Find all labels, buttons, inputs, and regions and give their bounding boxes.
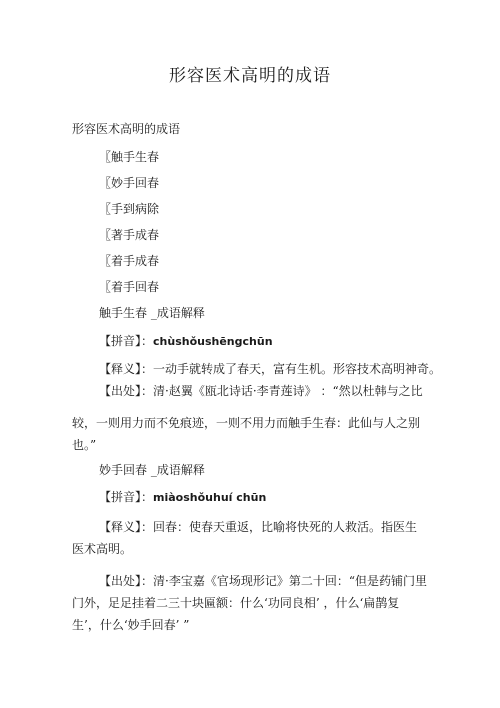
- entry2-meaning: 医术高明。: [72, 542, 133, 556]
- entry2-meaning: 【释义】：回春：使春天重返，比喻将快死的人救活。指医生: [99, 520, 418, 534]
- idiom-item: 〖手到病除: [99, 202, 160, 216]
- entry2-heading: 妙手回春 _成语解释: [99, 463, 205, 477]
- entry2-pinyin-row: [99, 490, 266, 505]
- entry1-meaning: 【释义】：一动手就转成了春天，富有生机。形容技术高明神奇。: [99, 362, 442, 376]
- entry2-source: 生’，什么‘妙手回春’ ”: [72, 618, 190, 632]
- idiom-item: 〖触手生春: [99, 150, 160, 164]
- idiom-item: 〖着手成春: [99, 254, 160, 268]
- entry2-source: 【出处】：清·李宝嘉《官场现形记》第二十回：“但是药铺门里: [99, 574, 427, 588]
- idiom-item: 〖妙手回春: [99, 176, 160, 190]
- entry1-source: 较，一则用力而不免痕迹，一则不用力而触手生春：此仙与人之别: [72, 416, 421, 430]
- entry1-heading: 触手生春 _成语解释: [99, 306, 205, 320]
- pinyin-label: 【拼音】：: [99, 334, 154, 348]
- pinyin-value: miàoshǒuhuí chūn: [153, 491, 267, 504]
- entry2-source: 门外，足足挂着二三十块匾额：什么‘功同良相’ ，什么‘扁鹊复: [72, 596, 400, 610]
- intro-text: 形容医术高明的成语: [72, 122, 181, 136]
- entry1-pinyin-row: [99, 334, 273, 349]
- pinyin-label: 【拼音】：: [99, 490, 154, 504]
- idiom-item: 〖著手成春: [99, 228, 160, 242]
- pinyin-value: chùshǒushēngchūn: [153, 335, 273, 348]
- page-title: 形容医术高明的成语: [169, 66, 331, 86]
- idiom-item: 〖着手回春: [99, 280, 160, 294]
- entry1-source: 【出处】：清·赵翼《瓯北诗话·李青莲诗》 ：“然以杜韩与之比: [99, 384, 423, 398]
- entry1-source: 也。”: [72, 438, 97, 452]
